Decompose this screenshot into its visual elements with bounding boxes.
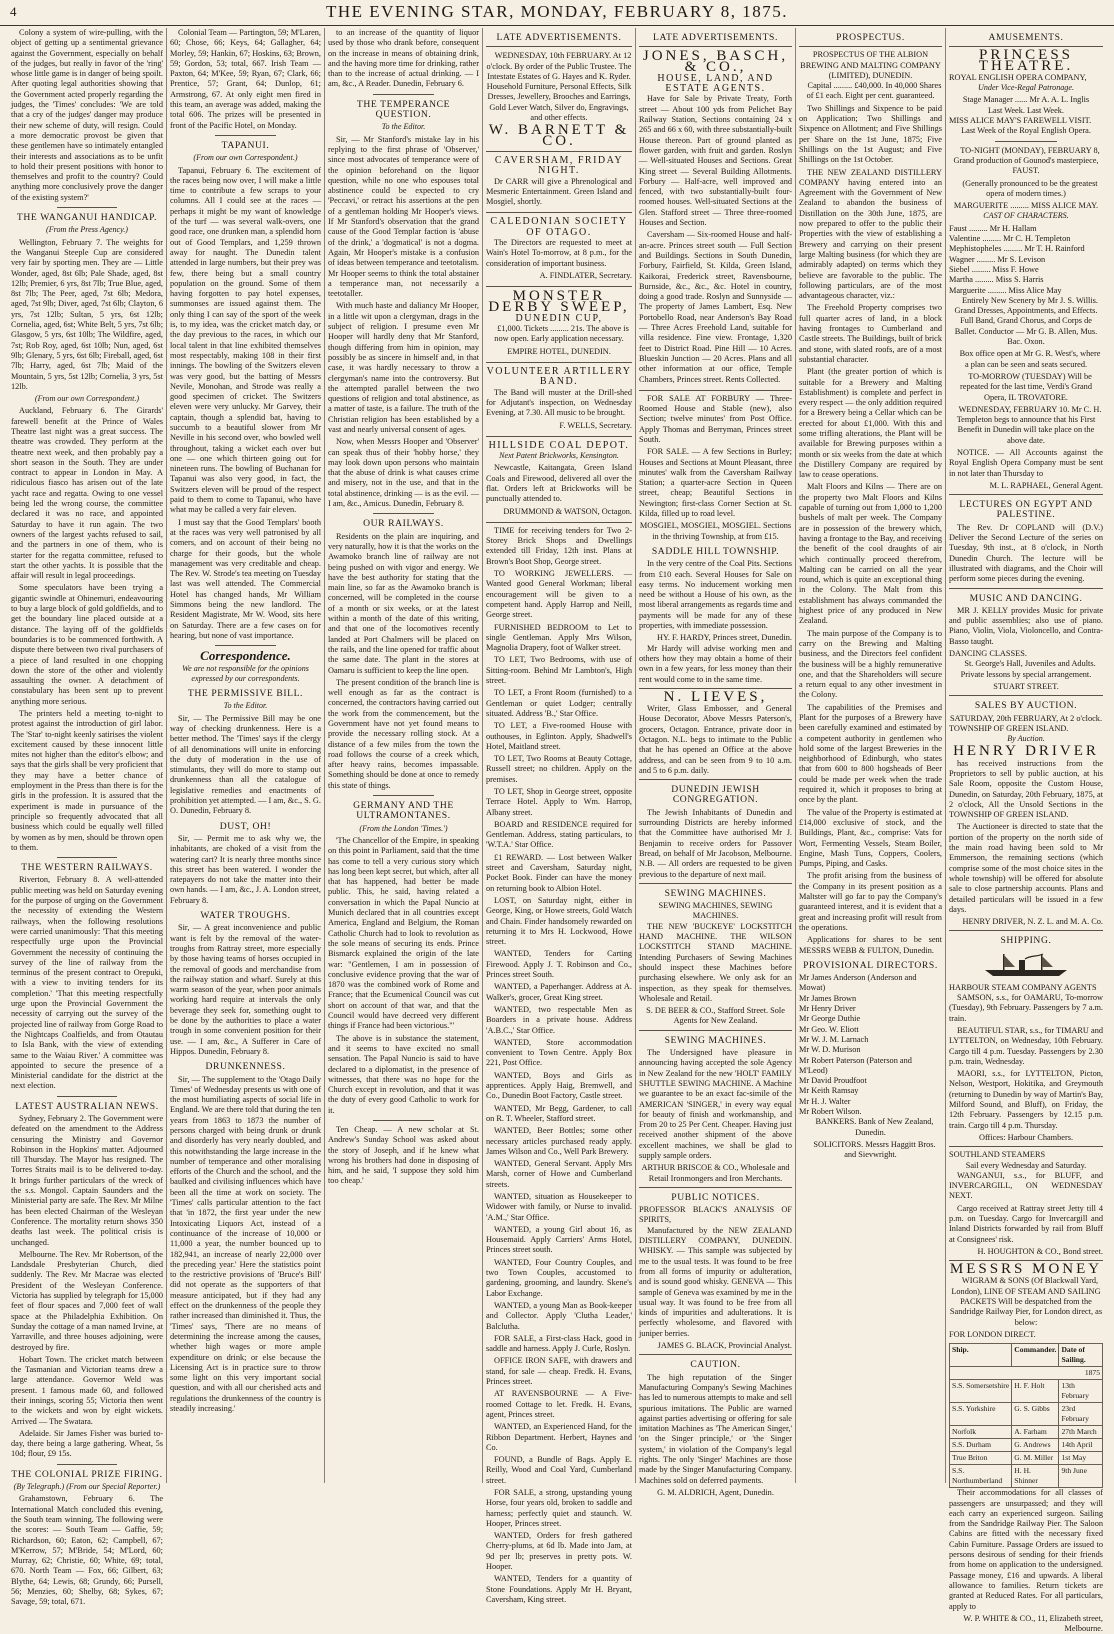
table-cell: S.S. Durham bbox=[950, 1439, 1012, 1452]
forbury-sale-ad: FOR SALE AT FORBURY — Three-Roomed House and Stable (new), also Section; twelve minutes' from Post Office. Apply Thomas and Berryman, Princes street South. bbox=[639, 393, 792, 444]
caledonian-text: The Directors are requested to meet at Wain's Hotel To-morrow, at 8 p.m., for the consideration of important business. bbox=[486, 238, 632, 268]
hardy-note: Mr Hardy will advise working men and others how they may obtain a home of their own in a few years, for less money than their rent would come to in the same time. bbox=[639, 643, 792, 684]
caledonian-ad bbox=[486, 217, 632, 281]
volunteer-band-signature: F. WELLS, Secretary. bbox=[559, 420, 632, 430]
holt-machine-text: The Undersigned have pleasure in announcing having accepted the sole Agency in New Zealand for the new 'HOLT' FAMILY SHUTTLE SEWING MACHINE. A Machine we guarantee to be an exact fac-simile of the AMERICAN 'SINGER,' in every way equal for beauty of finish and workmanship, and From 20 to 25 Per Cent. Cheaper. Having just received another shipment of the above excellent machines, we shall be glad to supply sample orders. bbox=[639, 1048, 792, 1160]
de-beer-signature: S. DE BEER & CO., Stafford Street. Sole Agents for New Zealand. bbox=[646, 1006, 785, 1026]
table-header-cell: Date of Sailing. bbox=[1059, 1344, 1103, 1367]
lead-article-continued: Colony a system of wire-pulling, with the object of getting up a sentimental grievance against the Government, especially on behalf of the judges, but really in favor of the 'ring' whose little game is in danger of being spoilt. After quoting legal authorities showing that the Government acted properly regarding the judges, the 'Times' concludes: 'We are told that a cry of the judges' danger may produce their new scheme of duty, will resign. Could a more democratic provost be given that these gentlemen have so intimately entangled their interests and associations as to be unfit to hold their present positions with honor to themselves and profit to the country? Could anything more conclusively prove the danger of the existing system?' bbox=[11, 28, 163, 202]
table-cell: Norfolk bbox=[950, 1426, 1012, 1439]
stage-manager: Stage Manager ...... Mr A. A. L. Inglis bbox=[962, 95, 1090, 105]
scenery-note: Entirely New Scenery by Mr J. S. Willis. Grand Dresses, Appointments, and Effects. Full Band, Grand Chorus, and Corps de Ballet. Conductor — Mr G. B. Allen, Mus. Bac. Oxon. bbox=[954, 295, 1098, 347]
melbourne-news: Melbourne. The Rev. Mr Robertson, of the Landsdale Presbyterian Church, died suddenly. The Rev. Mr Macrae was elected President of the Wesleyan Conference. Victoria has supplied by telegraph for 15,000 feet of flour spaces and 7,000 feet of wall space at the Philadelphia Exhibition. On Sunday the cottage of a man named Irvine, at Yarraville, and three houses adjoining, were destroyed by fire. bbox=[11, 1249, 163, 1352]
london-direct: FOR LONDON DIRECT. bbox=[949, 1329, 1036, 1339]
classified-ad: AT RAVENSBOURNE — A Five-roomed Cottage to let. Fredk. H. Evans, agent, Princes street. bbox=[486, 1389, 632, 1419]
classified-ad: WANTED, General Servant. Apply Mrs Marsh, corner of Howe and Cumberland streets. bbox=[486, 1159, 632, 1189]
director-name: Mr George Duthie bbox=[799, 1014, 861, 1024]
classified-ad: FOR SALE, a strong, upstanding young Horse, four years old, broken to saddle and harness; perfectly quiet and staunch. W. Hooper, Princes street. bbox=[486, 1488, 632, 1528]
classified-ad: WANTED, Store accommodation convenient to Town Centre. Apply Box 221, Post Office. bbox=[486, 1037, 632, 1068]
table-cell: A. Farham bbox=[1012, 1426, 1059, 1439]
divider bbox=[373, 1120, 433, 1121]
faust-note: (Generally pronounced to be the greatest opera of modern times.) bbox=[962, 178, 1098, 198]
small-ads-list bbox=[486, 526, 632, 1605]
temperance-letter-3: Now, when Messrs Hooper and 'Observer' can speak thus of their 'hobby horse,' they may look down upon persons who maintain that the abuse of drink is what causes crime and misery, not in the use, and that in the total abstinence, drinking — is as the evil. — I am, &c., Amicus. Dunedin, February 8. bbox=[328, 437, 479, 509]
auckland-news-2: Some speculators have been trying a gigantic swindle at Ohinemuri, endeavouring to buy a large block of gold goldfields, and to get the boundary line placed outside at a distance. The laying off of the goldfields boundaries is to be commenced forthwith. A dispute there between two rival purchasers of a piece of land resulted in one chopping down the store of the other and violently assaulting the owner. A detachment of constabulary has been sent up to prevent anything more serious. bbox=[11, 583, 163, 706]
late-ads-heading: LATE ADVERTISEMENTS. bbox=[496, 32, 622, 43]
director-name: Mr Robert Paterson (Paterson and M'Leod) bbox=[799, 1055, 912, 1075]
coal-depot-signature: DRUMMOND & WATSON, Octagon. bbox=[503, 506, 632, 516]
caledonian-heading: CALEDONIAN SOCIETY OF OTAGO. bbox=[490, 216, 628, 238]
germany-article: 'The Chancellor of the Empire, in speaking on this point in Parliament, said that the time has come to tell a very curious story which has long been kept secret, but which, after all that has happened, had better be made public. This, he said, having related a conversation in which the Papal Nuncio at Munich declared that in all countries except America, England and Belgium, the Roman Catholic Church had to look to revolution as the sole means of securing its ends. Prince Bismarck explained the origin of the late war: "Gentlemen, I am in possession of conclusive evidence proving that the war of 1870 was the combined work of Rome and France; that the Ecumenical Council was cut short on account of that war, and that the Council would have decreed very different things if France had been victorious."' bbox=[328, 835, 479, 1031]
aldrich-signature: G. M. ALDRICH, Agent, Dunedin. bbox=[657, 1487, 774, 1497]
box-plan-note: Box office open at Mr G. R. West's, where a plan can be seen and seats secured. bbox=[959, 349, 1101, 369]
temperance-letter-2: With much haste and daliancy Mr Hooper, in a little wit upon a clergyman, drags in the subject of religion. I presume even Mr Hooper will hardly deny that Mr Stanford, though differing from him in opinion, may possibly be as sincere in himself and, in that case, it was hardly necessary to throw a clergyman's name into the controversy. But the attempted parallel between the two questions of religion and total abstinence, as a matter of taste, is a failure. The truth of the Christian religion has been established by a vast and nearly universal consent of ages. bbox=[328, 301, 479, 434]
wednesday-benefit: WEDNESDAY, FEBRUARY 10. Mr C. H. Templeton begs to announce that his First Benefit in Dunedin will take place on the above date. bbox=[956, 404, 1102, 445]
own-correspondent-note: (From our own Correspondent.) bbox=[34, 394, 140, 404]
cast-member: Marguerite ......... Miss Alice May bbox=[949, 285, 1062, 295]
coal-depot-heading: HILLSIDE COAL DEPOT. bbox=[488, 439, 630, 451]
divider bbox=[639, 46, 792, 47]
money-wigram-text: WIGRAM & SONS (Of Blackwall Yard, London), LINE OF STEAM AND SAILING PACKETS Will be despatched from the Sandridge Railway Pier, for London direct, as below: bbox=[949, 1276, 1103, 1327]
to-the-editor: To the Editor. bbox=[223, 701, 268, 711]
railways-article-2: The present condition of the branch line is well enough as far as the contract is concerned, the contractors having carried out the work from the commencement, but the Government have not yet found means to provide the necessary rolling stock. At a distance of a few miles from the town the road follows the course of a creek which, after heavy rains, becomes impassable. Something should be done at once to remedy this state of things. bbox=[328, 677, 479, 790]
sailing-table-header bbox=[950, 1344, 1103, 1367]
coal-depot-text: Newcastle, Kaitangata, Green Island Coals and Firewood, delivered all over the flat. Orders left at Brickworks will be punctually attended to. bbox=[486, 463, 632, 504]
white-signature: W. P. WHITE & CO., 11, Elizabeth street, Melbourne. bbox=[963, 1613, 1103, 1634]
director-name: Mr H. J. Walter bbox=[799, 1096, 851, 1106]
accounts-notice: NOTICE. — All Accounts against the Royal English Opera Company must be sent in not later than Thursday to bbox=[949, 447, 1103, 478]
wanganui-sailing: WANGANUI, s.s., for BLUFF, and INVERCARGILL, ON WEDNESDAY NEXT. bbox=[949, 1170, 1103, 1201]
western-railways-heading: THE WESTERN RAILWAYS. bbox=[21, 862, 153, 874]
column-2 bbox=[166, 28, 324, 1483]
permissive-bill-heading: THE PERMISSIVE BILL. bbox=[187, 688, 304, 700]
directors-heading: PROVISIONAL DIRECTORS. bbox=[803, 959, 938, 971]
correspondence-note: We are not responsible for the opinions expressed by our correspondents. bbox=[182, 663, 309, 683]
southland-schedule: Sail every Wednesday and Saturday. bbox=[965, 1160, 1087, 1170]
divider bbox=[215, 135, 275, 136]
prize-firing-heading: THE COLONIAL PRIZE FIRING. bbox=[11, 1468, 163, 1480]
hobart-news: Hobart Town. The cricket match between the Tasmanian and Victorian teams drew a large attendance. Governor Weld was present. 1 famous made 60, and followed their innings, scoring 55; Victoria then went to the wickets and won by eight wickets. Arrived — The Swatara. bbox=[11, 1354, 163, 1426]
volunteer-band-text: The Band will muster at the Drill-shed for Adjutant's inspection, on Wednesday Evening, at 7.30. All music to be brought. bbox=[486, 387, 632, 418]
table-cell: 1st May bbox=[1059, 1452, 1103, 1465]
masthead bbox=[0, 0, 1114, 26]
cast-member: Siebel ......... Miss F. Howe bbox=[949, 264, 1039, 274]
dancing-classes-text: St. George's Hall, Juveniles and Adults. Private lessons by special arrangement. bbox=[960, 659, 1096, 679]
classified-ad: WANTED, an Experienced Hand, for the Ribbon Department. Herbert, Haynes and Co. bbox=[486, 1422, 632, 1452]
derby-sweep-text: £1,000. Tickets ......... 21s. The above is now open. Early application necessary. bbox=[494, 324, 629, 344]
correspondence-heading: Correspondence. bbox=[200, 648, 291, 664]
water-troughs-heading: WATER TROUGHS. bbox=[200, 910, 291, 922]
prospectus-para-7: The capabilities of the Premises and Plant for the purposes of a Brewery have been carefully examined and estimated by a competent authority in gentlemen who hold some of the largest Breweries in the neighborhood of Edinburgh, who states that from 600 to 800 hogsheads of Beer could be made per week when the trade required it, which it proposes to bring at once by the plant. bbox=[799, 702, 942, 805]
divider bbox=[639, 1354, 792, 1355]
divider bbox=[949, 588, 1103, 589]
drunkenness-letter: Sir, — The supplement to the 'Otago Daily Times' of Wednesday presents us with one of the most humiliating aspects of social life in England. We are there told that during the ten years from 1863 to 1873 the number of persons charged with being drunk or drunk and disorderly has very nearly doubled, and this notwithstanding the large increase in the number of temperance and other moralising efforts of the Church and the school, and the baulked and civilising influences which have been all the time at work on society. The 'Times' calls particular attention to the fact that 'in 1872, the first year under the new Intoxicating Liquors Act, instead of a continuance of the increase of 10,000 or 11,000 a year, the number bounced up to 182,941, an increase of nearly 22,000 over the preceding year.' Here the statistics point to the restrictive provisions of 'Bruce's Bill' did not operate as the supporters of that measure anticipated, but if they had any effect on the drunkenness of the people they rather increased than diminished it. Thus, the 'Times' says, 'There are no means of determining the increase among the causes, whether high wages or more ample expenditure on drink; or else because the Licensing Act is in practice sure to throw some light on this very important social question, and with all our cherished acts and regulations the drunkenness of the country is steadily increasing.' bbox=[170, 1074, 322, 1413]
money-wigram-text-2: Their accommodations for all classes of passengers are unsurpassed; and they will each carry an experienced surgeon. Sailing from the Sandridge Railway Pier. The Saloon Cabins are fitted with the necessary fixed Cabin Furniture. Passage Orders are issued to persons desirous of sending for their friends from home on application to the undersigned. Passage money, £16 and upwards. A liberal allowance to families. Return tickets are granted at Reduced Rates. For all particulars, apply to bbox=[949, 1488, 1103, 1611]
sailing-table bbox=[949, 1343, 1103, 1488]
classified-ad: TO LET, a Five-roomed House with outhouses, in Eglinton. Apply, Shadwell's Hotel, Maitland street. bbox=[486, 721, 632, 751]
prospectus-para-2: THE NEW ZEALAND DISTILLERY COMPANY having entered into an Agreement with the Government of New Zealand to abandon the business of Distillation on the 30th June, 1875, are now prepared to offer to the public their Properties with the view of establishing a Brewery and carrying on their present large Malting business (for which they are admirably adapted) on terms which they believe are favorable to the public. The following particulars, are of the most advantageous character, viz.: bbox=[799, 167, 942, 301]
divider bbox=[486, 151, 632, 152]
tapanui-article: Tapanui, February 6. The excitement of the races being now over, I will make a little time to contribute a few scraps to your columns. All I could see at the races — perhaps it might be my want of knowledge of the turf — was several walk-overs, one good race, one drunken man, a splendid horn out of Good Templars, and 1,259 thrown away for naught. The Dunedin talent attended in large numbers, but their prey was few, there being but a small country population on the ground. Some of them having forgotten to pay hotel expenses, summonses are issued against them. The only thing I can say of the sport of the week is, to my idea, was the cricket match day, or the day previous to the races, in which our local talent in that line exhibited themselves most respectably, making 108 in their first innings. The bowling of the Switzers eleven was very good, but the batting of Messrs Nevile, Monohan, and Strode was really a good specimen of cricket. The Switzers eleven were very unlucky. Mr Garvey, their captain, though a splendid bat, having to succumb to a beautiful slower from Mr Neville in his second over, who bowled well throughout, taking a wicket each over but one — one which thirteen going out for nineteen runs. The bowling of Buchanan for Tapanui was also very good, in fact, the Switzers eleven will be proud of the respect paid to them to come to Tapanui, who have what may be called a very fair eleven. bbox=[170, 165, 321, 515]
germany-heading: GERMANY AND THE ULTRAMONTANES. bbox=[353, 800, 454, 822]
albion-brewing-title: PROSPECTUS OF THE ALBION BREWING AND MALTING COMPANY (LIMITED), DUNEDIN. bbox=[800, 50, 941, 80]
director-name: Mr Geo. W. Eliott bbox=[799, 1024, 859, 1034]
table-row bbox=[950, 1465, 1103, 1488]
jones-basch-text-2: Caversham — Six-roomed House and half-an-acre. Princes street south — Full Section and Buildings. Sections in South Dunedin, Forbury, Fairfield, St. Kilda, Green Island, Kaikorai, Frederick street, Ravensbourne, Burnside, &c., &c., &c. Hotel in country, doing a good trade. Roslyn and Sunnyside — The property of James Lambert, Esq. New Portobello Road, near Anderson's Bay Road — Three Acres Freehold Land, suitable for villa residence. Fine view. Frontage, 1,320 feet to District Road. Pine Hill — 10 Acres. Blueskin Junction — 20 Acres. Plans and all other information at our office, Temple Chambers, Princes street. Rents Collected. bbox=[639, 230, 792, 384]
column-1 bbox=[8, 28, 166, 1607]
classified-ad: WANTED, Four Country Couples, and two Town Couples, accustomed to gardening, grooming, and laundry. Skene's Labor Exchange. bbox=[486, 1257, 632, 1298]
prize-firing-scores: Grahamstown, February 6. The International Match concluded this evening, the South team winning. The following were the scores: — South Team — Gaffie, 59; Richardson, 60; Eaton, 62; Campbell, 67; M'Kerrow, 57; M'Bride, 54; M'Lord, 60; Murray, 62; Christie, 60; White, 69; total, 670. North Team — Fox, 66; Gilbert, 63; Blythe, 64; Lewis, 68; Grundy, 66; Pursell, 56; Menzies, 60; Shelby, 68; Sykes, 67; Savage, 59; total, 671. bbox=[11, 1494, 163, 1607]
wanganui-source: (From the Press Agency.) bbox=[46, 225, 128, 235]
ten-cheap-anecdote: Ten Cheap. — A new scholar at St. Andrew's Sunday School was asked about the story of Joseph, and if he knew what wrong his brothers had done in disposing of him, and he said, 'I suppose they sold him too cheap.' bbox=[328, 1124, 479, 1186]
table-cell: 14th April bbox=[1059, 1439, 1103, 1452]
table-cell: G. Andrews bbox=[1012, 1439, 1059, 1452]
prize-firing-source: (By Telegraph.) (From our Special Reporter.) bbox=[13, 1482, 161, 1492]
newspaper-title: THE EVENING STAR, MONDAY, FEBRUARY 8, 1875. bbox=[325, 2, 789, 21]
divider bbox=[215, 645, 275, 646]
germany-article-2: The above is in substance the statement, and it seems to have excited no small sensation. The Papal Nuncio is said to have declared to a diplomatist, in the presence of witnesses, that there was no hope for the Church except in revolution, and that it was the duty of every good Catholic to work for it. bbox=[328, 1033, 479, 1115]
black-analysis-text: Manufactured by the NEW ZEALAND DISTILLERY COMPANY, DUNEDIN. WHISKY. — This sample was subjected by me to the usual tests. It was found to be free from all forms of impurity or adulteration, and is sound good whisky. GENEVA — This sample of Geneva was examined by me in the usual way. It was found to be free from all kinds of impurities and adulterations. It is perfectly wholesome, and flavored with juniper berries. bbox=[639, 1225, 792, 1338]
tonight-faust: TO-NIGHT (MONDAY), FEBRUARY 8, Grand production of Gounod's masterpiece, FAUST. bbox=[953, 145, 1100, 176]
harbour-offices: Offices: Harbour Chambers. bbox=[978, 1132, 1074, 1142]
divider bbox=[639, 390, 792, 391]
classified-ad: FOR SALE, a First-class Hack, good in saddle and harness. Apply J. Curle, Roslyn. bbox=[486, 1333, 632, 1354]
table-cell: S.S. Yorkshire bbox=[950, 1403, 1012, 1426]
cast-member: Faust ......... Mr H. Hallam bbox=[949, 223, 1037, 233]
cast-heading: CAST OF CHARACTERS. bbox=[983, 211, 1069, 221]
prospectus-para-1: Two Shillings and Sixpence to be paid on Application; Two Shillings and Sixpence on Allotment; and Five Shillings per Share on the 1st June, 1875; Five Shillings on the 1st August; and Five Shillings on the 1st October. bbox=[799, 103, 942, 165]
classified-ad: £1 REWARD. — Lost between Walker street and Caversham, Saturday night, Pocket Book. Finder can have the money on returning book to Albion Hotel. bbox=[486, 852, 632, 893]
adelaide-news: Adelaide. Sir James Fisher was buried to-day, there being a large gathering. Wheat, 5s 10d; flour, £9 15s. bbox=[11, 1428, 163, 1459]
divider bbox=[949, 494, 1103, 495]
mosgiel-ad: MOSGIEL, MOSGIEL, MOSGIEL. Sections in the thriving Township, at from £15. bbox=[639, 521, 792, 541]
southland-steamers-heading: SOUTHLAND STEAMERS bbox=[949, 1150, 1046, 1160]
last-week-opera: Last Week of the Royal English Opera. bbox=[961, 126, 1091, 136]
australian-news-heading: LATEST AUSTRALIAN NEWS. bbox=[15, 1100, 159, 1112]
music-dancing-heading: MUSIC AND DANCING. bbox=[969, 592, 1083, 604]
hardy-signature: HY. F. HARDY, Princes street, Dunedin. bbox=[656, 633, 792, 643]
jewish-congregation-heading: DUNEDIN JEWISH CONGREGATION. bbox=[671, 784, 760, 806]
permissive-bill-letter: Sir, — The Permissive Bill may be one way of checking drunkenness. Here is a better method. The 'Times' says if the clergy of all denominations will unite in enforcing the duty of moderation in the use of stimulants, they will do more to stamp out drunkenness than all the catalogue of legislative remedies and enactments of prohibition yet attempted. — I am, &c., S. G. O. Dunedin, February 8. bbox=[170, 713, 321, 816]
samson-sailing: SAMSON, s.s., for OAMARU, To-morrow (Tuesday), 9th February. Passengers by 7 a.m. train. bbox=[949, 993, 1103, 1023]
prospectus-para-5: Malt Floors and Kilns — There are on the property two Malt Floors and Kilns capable of turning out from 1,000 to 1,200 bushels of malt per week. The Company are in possession of the brewery which, having a frontage to the Bay, and receiving the benefit of the cool draughts of air which continually proceed therefrom, Malting can be carried on all the year round, which is quite an exceptional thing in the Colony. The Malt from this establishment has always commanded the highest price of any produced in New Zealand. bbox=[799, 482, 942, 626]
jones-basch-ad bbox=[639, 48, 793, 385]
classified-ad: WANTED, Tenders for Carting Firewood. Apply J. T. Robinson and Co., Princes street South. bbox=[486, 949, 632, 980]
solicitors: SOLICITORS. Messrs Haggitt Bros. and Sievwright. bbox=[813, 1139, 936, 1160]
classified-ad: WANTED, situation as Housekeeper to Widower with family, or Nurse to invalid. 'A.M.,' Star Office. bbox=[486, 1191, 632, 1222]
volunteer-band-heading: VOLUNTEER ARTILLERY BAND. bbox=[486, 366, 632, 388]
marguerite-line: MARGUERITE ......... MISS ALICE MAY. bbox=[953, 201, 1099, 211]
classified-ad: WANTED, two respectable Men as Boarders in a private house. Address 'A.B.C.,' Star Office. bbox=[486, 1004, 632, 1035]
tapanui-heading: TAPANUI. bbox=[221, 139, 270, 151]
harbour-steam-heading: HARBOUR STEAM COMPANY AGENTS bbox=[949, 982, 1097, 992]
director-name: Mr James Anderson (Anderson and Mowat) bbox=[799, 973, 917, 993]
drunkenness-letter-continued: to an increase of the quantity of liquor used by those who drank before, consequent on the increase in means of obtaining drink, and the having more time for drinking, rather than to the increase of actual drinking. — I am, &c., A Reader. Dunedin, February 6. bbox=[328, 28, 479, 89]
table-cell: S.S. Northumberland bbox=[950, 1465, 1012, 1488]
divider bbox=[57, 857, 118, 858]
divider bbox=[373, 795, 433, 796]
cast-member: Valentine ......... Mr C. H. Templeton bbox=[949, 234, 1071, 244]
caversham-ad bbox=[486, 156, 632, 207]
divider bbox=[486, 522, 632, 523]
prospectus-heading: PROSPECTUS. bbox=[836, 32, 905, 43]
last-week: Last Week. Last Week. bbox=[987, 105, 1064, 115]
auction-ad-text: WEDNESDAY, 10th FEBRUARY. At 12 o'clock. By order of the Public Trustee. The Intestate Estates of G. Hayes and K. Ryder. Household Furniture, Personal Effects, Silk Dresses, Jewellery, Brooches and Earrings, Gold Lever Watch, Silver do, Engravings, and other effects. bbox=[486, 51, 632, 123]
table-cell: S.S. Somersetshire bbox=[950, 1380, 1012, 1403]
divider bbox=[486, 286, 632, 287]
late-ads-heading: LATE ADVERTISEMENTS. bbox=[653, 32, 778, 43]
capital-line: Capital ......... £40,000. In 40,000 Shares of £1 each. Eight per cent. guaranteed. bbox=[806, 81, 942, 101]
lectures-text: The Rev. Dr COPLAND will (D.V.) Deliver the Second Lecture of the series on Tuesday, 9th inst., at 8 o'clock, in North Dunedin Church. The lecture will be illustrated with diagrams, and the Choir will perform some pieces during the evening. bbox=[949, 522, 1103, 584]
caversham-heading: CAVERSHAM, FRIDAY NIGHT. bbox=[494, 154, 624, 177]
caution-text: The high reputation of the Singer Manufacturing Company's Sewing Machines has led to numerous attempts to make and sell spurious imitations. The Public are warned against parties advertising or offering for sale imitation Machines as 'The American Singer,' 'on the Singer principle,' or 'the Singer system,' in violation of the Company's legal rights. The only 'Singer' Machines are those made by the Singer Manufacturing Company. Machines sold on deferred payments. bbox=[639, 1372, 792, 1485]
amusements-heading: AMUSEMENTS. bbox=[988, 32, 1064, 43]
divider bbox=[486, 212, 632, 213]
sailing-table-body bbox=[950, 1367, 1103, 1488]
lieves-name: N. LIEVES, bbox=[663, 688, 768, 705]
western-railways-article: Riverton, February 8. A well-attended public meeting was held on Saturday evening for the purpose of urging on the Government the necessity of extending the Western railways, when the following resolutions were carried unanimously: 'That this meeting respectfully urge upon the Provincial Government the necessity of continuing the survey of the line of railway from the terminus of the present contract to Orepuki, with a view to inviting tenders for its completion.' 'That this meeting respectfully urge upon the Provincial Government the necessity of carrying out the survey of the projected line of railway from Gorge Road to the Nightcaps Coalfields, and from Otautau to Isla Bank, with the view of extending same to the Waiau River.' A committee was appointed to secure the presence of a Ministerial candidate for the district at the next election. bbox=[11, 875, 163, 1091]
water-troughs-letter: Sir, — A great inconvenience and public want is felt by the removal of the water-troughs from Rattray street, more especially by those having teams of horses occupied in the removal of goods and merchandise from the railway station and wharf. Surely at this warm season of the year, when poor animals working hard require at intervals the only beverage they seek for, something ought to be done by the authorities to place a water trough in some convenient position for their use. — I am, &c., A Sufferer in Care of Hippos. Dunedin, February 8. bbox=[170, 923, 321, 1056]
page-columns bbox=[8, 28, 1106, 1634]
classified-ad: TO LET, Two Rooms at Beauty Cottage, Russell street; no children. Apply on the premises. bbox=[486, 754, 632, 784]
divider bbox=[949, 930, 1103, 931]
saddle-hill-text: In the very centre of the Coal Pits. Sections from £10 each. Several Houses for Sale on easy terms. No inducement working men need be without a House of his own, as the most liberal arrangements as regards time and payments will be made for any of these properties, with immediate possession. bbox=[639, 559, 792, 631]
prospectus-para-3: The Freehold Property comprises two full quarter acres of land, in a block having frontages to Cumberland and Castle streets. The Buildings, built of brick and stone, with slated roofs, are of a most substantial character. bbox=[799, 303, 942, 364]
table-cell: True Briton bbox=[950, 1452, 1012, 1465]
director-name: Mr W. D. Murison bbox=[799, 1045, 861, 1055]
classified-ad: TO LET, Two Bedrooms, with use of Sitting-room. Behind Mr Lambton's, High street. bbox=[486, 655, 632, 686]
stuart-street: STUART STREET. bbox=[993, 681, 1059, 691]
directors-list bbox=[799, 973, 942, 1117]
auction-ad bbox=[486, 51, 632, 149]
table-cell: 27th March bbox=[1059, 1426, 1103, 1439]
divider bbox=[639, 883, 792, 884]
director-name: Mr David Proudfoot bbox=[799, 1076, 867, 1086]
jones-basch-text: Have for Sale by Private Treaty, Forth street — About 100 yds from Pelichet Bay Railway Station, Sections containing 24 x 265 and 66 x 60, with three substantially-built House thereon. Part of ground planted as flower garden, with fruit and garden. Roslyn — Well-situated Houses and Sections. Great King street — Several Building Allotments. Forbury — Half-acre, well improved and fenced, with two substantially-built four-roomed houses. Well-situated Sections at the Glen. Stafford street — Three three-roomed Houses and Section. bbox=[639, 94, 793, 228]
classified-ad: TO LET, Shop in George street, opposite Terrace Hotel. Apply to Wm. Harrop, Albany street. bbox=[486, 787, 632, 817]
director-name: Mr W. J. M. Larnach bbox=[799, 1034, 869, 1044]
cast-list bbox=[949, 224, 1103, 296]
classified-ad: WANTED, Boys and Girls as apprentices. Apply Haig, Bremwell, and Co., Dunedin Boot Factory, Castle street. bbox=[486, 1070, 632, 1101]
prospectus-para-6: The main purpose of the Company is to carry on the Brewing and Malting business, and the Directors feel confident the business will be a highly remunerative one, and that the Shareholders will secure a return equal to any other investment in the Colony. bbox=[799, 628, 942, 700]
director-name: Mr Robert Wilson. bbox=[799, 1106, 862, 1116]
table-cell: G. M. Miller bbox=[1012, 1452, 1059, 1465]
divider bbox=[949, 1146, 1103, 1147]
classified-ad: LOST, on Saturday night, either in George, King, or Howe streets, Gold Watch and Chain. Finder handsomely rewarded on returning it to Mrs H. Lockwood, Howe street. bbox=[486, 895, 632, 947]
dancing-classes: DANCING CLASSES. bbox=[949, 649, 1027, 659]
table-cell: H. H. Shinner bbox=[1012, 1465, 1059, 1488]
germany-source: (From the London 'Times.') bbox=[359, 823, 448, 833]
bankers: BANKERS. Bank of New Zealand, Dunedin. bbox=[815, 1117, 934, 1137]
lectures-heading: LECTURES ON EGYPT AND PALESTINE. bbox=[959, 499, 1093, 521]
cast-member: Wagner ......... Mr S. Levison bbox=[949, 254, 1046, 264]
lieves-text: Writer, Glass Embosser, and General House Decorator, Above Messrs Paterson's, grocers, Octagon. Entrance, private door in Octagon. N.L. begs to intimate to the Public that he has opened an Office at the above address, and can be seen from 9 to 10 a.m. and 5 to 6 p.m. daily. bbox=[639, 704, 792, 775]
caledonian-signature: A. FINDLATER, Secretary. bbox=[539, 270, 632, 280]
drunkenness-heading: DRUNKENNESS. bbox=[205, 1061, 286, 1073]
table-row bbox=[950, 1439, 1103, 1452]
sewing-machines-text: THE NEW 'BUCKEYE' LOCKSTITCH HAND MACHINE. THE WILSON LOCKSTITCH STAND MACHINE. Intending Purchasers of Sewing Machines should inspect these Machines before purchasing elsewhere. We only ask for an inspection, as they speak for themselves. Wholesale and Retail. bbox=[639, 921, 792, 1003]
classified-ad: BOARD and RESIDENCE required for Gentleman. Address, stating particulars, to 'W.T.A.' Star Office. bbox=[486, 819, 632, 850]
divider bbox=[639, 1187, 792, 1188]
steamship-icon bbox=[981, 952, 1071, 978]
auction-date: SATURDAY, 20th FEBRUARY, At 2 o'clock. bbox=[949, 713, 1103, 723]
jewish-congregation-text: The Jewish Inhabitants of Dunedin and surrounding Districts are hereby informed that the Committee have authorised Mr J. Benjamin to receive orders for Passover Bread, on behalf of Mr Jacobson, Melbourne. N.B. — All orders are requested to be given previous to the departure of next mail. bbox=[639, 807, 792, 879]
money-wigram-name: MESSRS MONEY bbox=[949, 1261, 1103, 1278]
director-name: Mr Keith Ramsay bbox=[799, 1086, 859, 1096]
to-the-editor: To the Editor. bbox=[381, 122, 426, 132]
caversham-text: Dr CARR will give a Phrenological and Mesmeric Entertainment. Green Island and Mosgiel, shortly. bbox=[486, 176, 632, 207]
dust-heading: DUST, OH! bbox=[219, 820, 272, 832]
henry-driver-name: HENRY DRIVER bbox=[953, 743, 1099, 760]
jones-basch-subtitle: HOUSE, LAND, AND ESTATE AGENTS. bbox=[657, 72, 774, 95]
classified-ad: WANTED, a Paperhanger. Address at A. Walker's, grocer, Great King street. bbox=[486, 982, 632, 1002]
table-header-cell: Commander. bbox=[1012, 1344, 1059, 1367]
sewing-machines-2-heading: SEWING MACHINES. bbox=[664, 1034, 767, 1046]
temperance-heading: THE TEMPERANCE QUESTION. bbox=[356, 98, 451, 121]
column-5 bbox=[635, 28, 795, 1497]
divider bbox=[57, 1096, 118, 1097]
divider bbox=[639, 779, 792, 780]
empire-hotel: EMPIRE HOTEL, DUNEDIN. bbox=[507, 346, 611, 356]
tapanui-source: (From our own Correspondent.) bbox=[193, 153, 298, 163]
divider bbox=[486, 436, 632, 437]
divider bbox=[639, 1030, 792, 1031]
wanganui-handicap-heading: THE WANGANUI HANDICAP. bbox=[16, 212, 158, 224]
green-island-township: TOWNSHIP OF GREEN ISLAND. bbox=[949, 723, 1069, 733]
princess-theatre: PRINCESS THEATRE. bbox=[978, 47, 1074, 74]
briscoe-signature: ARTHUR BRISCOE & CO., Wholesale and Retail Ironmongers and Iron Merchants. bbox=[641, 1163, 790, 1183]
classified-ad: WANTED, Beer Bottles; some other necessary articles purchased ready apply. James Wilson and Co., Well Park Brewery. bbox=[486, 1126, 632, 1156]
henry-driver-text-2: The Auctioneer is directed to state that the portion of the property on the north side of the main road having been sold to Mr Emmerson, the remaining sections (which comprise some of the most choice sites in the whole township) will be offered for absolute sale to close partnership accounts. Plans and detailed particulars will be issued in a few days. bbox=[949, 822, 1103, 914]
black-signature: JAMES G. BLACK, Provincial Analyst. bbox=[657, 1341, 792, 1351]
prospectus-para-8: The value of the Property is estimated at £14,000 exclusive of stock, and the Buildings, Plant, &c., comprise: Vats for Wort, Fermenting Vessels, Steam Boiler, Engine, Mash Tuns, Coppers, Coolers, Pumps, Piping, and Casks. bbox=[799, 807, 942, 869]
classified-ad: OFFICE IRON SAFE, with drawers and stand, for sale — cheap. Fredk. H. Evans, Princes street. bbox=[486, 1356, 632, 1387]
classified-ad: WANTED, Tenders for a quantity of Stone Foundations. Apply Mr H. Bryant, Caversham, King street. bbox=[486, 1574, 632, 1604]
table-row bbox=[950, 1367, 1103, 1380]
auckland-news-3: The printers held a meeting to-night to protest against the introduction of girl labor. The 'Star' to-night keenly satirises the violent excitement caused by these innocent little mites not higher than the editor's elbow; and says that the girls shall be very proficient that they may have a better chance of employment in the Press than there is for the girls in the profession. It is assured that the experiment is made in pursuance of the principle so frequently advocated that all business which could be equally well filled by women as by men, should be thrown open to them. bbox=[11, 709, 163, 852]
derby-sweep-ad bbox=[486, 288, 632, 357]
wanganui-weights: Wellington, February 7. The weights for the Wanganui Steeple Cup are considered very fair by sporting men. They are — Little Wonder, aged, 8st 6lb; Pale Shade, aged, 8st 12lb; Premier, 6 yrs, 8st 7lb; True Blue, aged, 8st 7lb; The Peer, aged, 7st 6lb; Medora, aged, 7st 9lb; Diver, aged, 7st 6lb; Clayton, 6 yrs, 7st 12lb; Sultan, 5 yrs, 6st 12lb; Cornelia, aged, 6st; White Belt, 5 yrs, 7st 6lb; Glasgow, 5 yrs, 6st 10lb; The Wildfire, aged, 7st; Rob Roy, aged, 6st 10lb; Nun, aged, 6st 9lb; Glenary, 5 yrs, 6st 6lb; Fireball, aged, 6st 7lb; Harry, aged, 6st 7lb; Maid of the Mountain, 5 yrs, 5st 12lb; Cornelia, 3 yrs, 5st 12lb. bbox=[11, 237, 164, 391]
divider bbox=[373, 94, 433, 95]
classified-ad: WANTED, Orders for fresh gathered Cherry-plums, at 6d lb. Made into Jam, at 9d per lb; preserves in pretty pots. W. Hooper. bbox=[486, 1531, 632, 1572]
temperance-letter: Sir, — Mr Stanford's mistake lay in his replying to the first phrase of 'Observer,' since most advocates of temperance were of the opinion beforehand on the liquor question, while no one who espouses total abstinence could be expected to cry 'Peccavi,' or retract his assertions at the pen of a gentleman holding Mr Hooper's views. If Mr Stanford's observation that the grand cause of the Good Templar faction is 'abuse of the drink,' a 'dogmatical' is not a dogma. Again, Mr Hooper's mistake is a confusion of ideas between temperance and teetotalism. Mr Hooper seems to think the total abstainer a temperance man, not necessarily a teetotaller. bbox=[328, 134, 479, 299]
prospectus-para-9: The profit arising from the business of the Company in its present position as a Maltster will go far to pay the Company's guaranteed interest, and it is evident that a great and increasing profit will result from the operations. bbox=[799, 871, 942, 932]
caution-heading: CAUTION. bbox=[690, 1359, 741, 1371]
table-cell: 13th February bbox=[1059, 1380, 1103, 1403]
classified-ad: TO WORKING JEWELLERS. — Wanted good General Workman; liberal encouragement will be given to a competent hand. Apply Harrop and Neill, George street. bbox=[486, 569, 632, 620]
coal-depot-address: Next Patent Brickworks, Kensington. bbox=[499, 451, 619, 461]
applications-note: Applications for shares to be sent MESSRS WEBB & FULTON, Dunedin. bbox=[799, 935, 942, 955]
sydney-news: Sydney, February 2. The Government were defeated on the amendment to the Address censuring the Ministry and Governor Robinson in the Hopkins' matter. Adjourned till Thursday. The Mayor has resigned. The Torres Straits mail is to be delivered to-day. It brings further particulars of the wreck of the s.s. Mongol. Captain Saunders and the Ministerial party are safe. The Rev. Mr Milne has been elected Chairman of the Wesleyan Conference. The mortality return shows 350 deaths last week. The political crisis is unchanged. bbox=[11, 1113, 163, 1247]
table-cell: H. F. Holt bbox=[1012, 1380, 1059, 1403]
page-number: 4 bbox=[10, 4, 18, 19]
black-analysis-heading: PROFESSOR BLACK'S ANALYSIS OF SPIRITS, bbox=[639, 1205, 792, 1225]
classified-ad: WANTED, Mr Begg, Gardener, to call on R. T. Wheeler, Stafford street. bbox=[486, 1103, 632, 1123]
tomorrow-trovatore: TO-MORROW (TUESDAY) Will be repeated for the last time, Verdi's Grand Opera, IL TROVATORE. bbox=[960, 371, 1092, 402]
classified-ad: WANTED, a young Man as Book-keeper and Collector. Apply 'Clutha Leader,' Balclutha. bbox=[486, 1300, 632, 1331]
tapanui-article-2: I must say that the Good Templars' booth at the races was very well patronised by all comers, and on account of their being no charge for their goods, but the whole management was very creditable and cheap. The Rev. W. Strode's tea meeting on Tuesday last was well attended. The Commercial Hotel has changed hands, Mr William Simmons being the new landlord. The Resident Magistrate, Mr W. Wood, sits here on Saturday. There are a few cases on for hearing, but none of vast importance. bbox=[170, 517, 321, 640]
music-dancing-text: MR J. KELLY provides Music for private and public assemblies; also use of piano. Piano, Violin, Viola, Violoncello, and Contra-Basso taught. bbox=[949, 605, 1103, 646]
cast-member: Martha ......... Miss S. Harris bbox=[949, 275, 1044, 285]
divider bbox=[486, 362, 632, 363]
classified-ad: TIME for receiving tenders for Two 2-Storey Brick Shops and Dwellings extended till Friday, 12th inst. Plans at Brown's Boot Shop, George street. bbox=[486, 525, 632, 566]
column-6 bbox=[795, 28, 945, 1483]
public-notices-heading: PUBLIC NOTICES. bbox=[671, 1191, 760, 1203]
column-7 bbox=[945, 28, 1106, 1634]
by-auction: By Auction. bbox=[1007, 734, 1045, 744]
table-row bbox=[950, 1380, 1103, 1403]
cast-member: Mephistopheles ......... Mr T. H. Rainford bbox=[949, 244, 1085, 254]
divider bbox=[57, 207, 118, 208]
table-cell: 9th June bbox=[1059, 1465, 1103, 1488]
derby-sweep-title: MONSTER DERBY SWEEP, bbox=[488, 288, 630, 315]
prospectus-para-4: Plant (the greater portion of which is suitable for a Brewery and Malting Establishment) is complete and perfect in every respect — the only addition required for a Brewery being a Cellar which can be erected for about £1,000. With this and some trifling alterations, the Plant will be available for Brewing purposes within a month or six weeks from the date at which the Distillery Company are required by law to cease operations. bbox=[799, 367, 942, 480]
prize-firing-continued: Colonial Team — Partington, 59; M'Laren, 60; Chose, 66; Keys, 64; Gallagher, 64; Morley, 59; Hankin, 67; Hoskins, 63; Brown, 59; Gordon, 53; total, 667. Irish Team — Paxton, 64; M'Kee, 59; Ryan, 67; Clark, 66; Prentice, 57; Grant, 64; Dunlop, 61; Armstrong, 67. At only eight men fired in this team, an average was added, making the total 606. The prizes will be presented in front of the Pacific Hotel, on Monday. bbox=[170, 28, 321, 130]
classified-ad: WANTED, a young Girl about 16, as Housemaid. Apply Carriers' Arms Hotel, Princes street south. bbox=[486, 1224, 632, 1255]
beautiful-star-sailing: BEAUTIFUL STAR, s.s., for TIMARU and LYTTELTON, on Wednesday, 10th February. Cargo till 4 p.m. Tuesday. Passengers by 2.30 p.m. train, Wednesday. bbox=[949, 1025, 1103, 1066]
sewing-machines-subheading: SEWING MACHINES, SEWING MACHINES. bbox=[658, 901, 773, 921]
table-row bbox=[950, 1426, 1103, 1439]
divider bbox=[949, 695, 1103, 696]
table-cell: G. S. Gibbs bbox=[1012, 1403, 1059, 1426]
divider bbox=[373, 513, 433, 514]
column-4 bbox=[482, 28, 635, 1604]
volunteer-band-ad bbox=[486, 367, 632, 431]
director-name: Mr James Brown bbox=[799, 993, 857, 1003]
vice-regal-patronage: Under Vice-Regal Patronage. bbox=[978, 83, 1074, 93]
houghton-signature: H. HOUGHTON & CO., Bond street. bbox=[977, 1246, 1103, 1256]
saddle-hill-heading: SADDLE HILL TOWNSHIP. bbox=[651, 545, 780, 557]
column-3 bbox=[324, 28, 482, 1483]
shipping-heading: SHIPPING. bbox=[1000, 935, 1052, 947]
divider bbox=[995, 141, 1057, 142]
table-cell: 23rd February bbox=[1059, 1403, 1103, 1426]
auckland-news: Auckland, February 6. The Girards' farewell benefit at the Prince of Wales Theatre last night was a great success. The theatre was crowded. They perform at the theatre next week, and then probably pay a short season in the South. They are under contract to appear in London in May. A ridiculous fiasco has arisen out of the late yacht race and regatta. Owing to one vessel being led the wrong course, the committee declared it was no race, and appointed Saturday to have it run again. The two owners of the largest yachts refused to sail, and the partners in one of them, who is starter for the regatta committee, refused to start the other yachts. It is possible that the affair will result in legal proceedings. bbox=[11, 406, 163, 581]
divider bbox=[486, 46, 632, 47]
table-header-cell: Ship. bbox=[950, 1344, 1012, 1367]
table-year-cell: 1875 bbox=[950, 1367, 1103, 1380]
royal-english-opera: ROYAL ENGLISH OPERA COMPANY, bbox=[949, 72, 1087, 82]
maori-sailing: MAORI, s.s., for LYTTELTON, Picton, Nelson, Westport, Hokitika, and Greymouth (returning to Dunedin by way of Martin's Bay, Milford Sound, and Bluff), on Friday, the 12th February. Passengers by 12.15 p.m. train. Cargo till 4 p.m. Thursday. bbox=[949, 1069, 1103, 1130]
henry-driver-text: has received instructions from the Proprietors to sell by public auction, at his Sale Room, opposite the Custom House, Dunedin, on Saturday, 20th February, 1875, at 2 o'clock, All the Unsold Sections in the TOWNSHIP OF GREEN ISLAND. bbox=[949, 758, 1103, 820]
coal-depot-ad bbox=[486, 441, 632, 517]
dust-letter: Sir, — Permit me to ask why we, the inhabitants, are choked of a visit from the watering cart? It is nearly three months since this street has been watered. I wonder the ratepayers do not take the matter into their own hands. — I am, &c., J. A. London street, February 8. bbox=[170, 833, 321, 905]
table-row bbox=[950, 1452, 1103, 1465]
classified-ad: FURNISHED BEDROOM to Let to single Gentleman. Apply Mrs Wilson, Magnolia Drapery, foot of Walker street. bbox=[486, 622, 632, 653]
director-name: Mr Henry Driver bbox=[799, 1004, 856, 1014]
auction-heading: SALES BY AUCTION. bbox=[974, 700, 1078, 712]
railways-heading: OUR RAILWAYS. bbox=[363, 518, 444, 530]
railways-article: Residents on the plain are inquiring, and very naturally, how it is that the works on the Awamoko branch line of railway are not being pushed on with vigor and energy. We have the best authority for stating that the main line, so far as the Awamoko branch is concerned, will be completed in the course of a month or six weeks, or at the latest within a month of the date of this writing, and that one of the locomotives recently landed at Port Chalmers will be placed on the rails, and the line opened for traffic about the same date. The plant in the stores at Oamaru is sufficient to keep the line open. bbox=[328, 531, 479, 675]
divider bbox=[799, 46, 942, 47]
barnett-name: W. BARNETT & CO. bbox=[488, 122, 630, 149]
classified-ad: FOUND, a Bundle of Bags. Apply E. Reilly, Wood and Coal Yard, Cumberland street. bbox=[486, 1455, 632, 1485]
dunedin-cup: DUNEDIN CUP, bbox=[515, 312, 603, 324]
sections-sale-ad: FOR SALE. — A few Sections in Burley; Houses and Sections at Mount Pleasant, three minutes' walk from the Caversham Railway Station; a quarter-acre Section in Queen street, cheap; Beautiful Sections in Newington; first-class Corner Section at St. Kilda, filled up to road level. bbox=[639, 447, 792, 519]
raphael-signature: M. L. RAPHAEL, General Agent. bbox=[989, 480, 1103, 490]
sewing-machines-heading: SEWING MACHINES. bbox=[664, 887, 767, 899]
divider bbox=[57, 1464, 118, 1465]
henry-driver-signature: HENRY DRIVER, N. Z. L. and M. A. Co. bbox=[962, 917, 1103, 927]
jones-basch-name: JONES, BASCH, & CO., bbox=[642, 48, 789, 75]
table-row bbox=[950, 1403, 1103, 1426]
wanganui-cargo-note: Cargo received at Rattray street Jetty till 4 p.m. on Tuesday. Cargo for Invercargill and Inland Districts forwarded by rail from Bluff at Consignees' risk. bbox=[949, 1203, 1103, 1244]
alice-may-farewell: MISS ALICE MAY'S FAREWELL VISIT. bbox=[949, 116, 1092, 126]
classified-ad: TO LET, a Front Room (furnished) to a Gentleman or quiet Lodger; centrally situated. Address 'B.,' Star Office. bbox=[486, 688, 632, 718]
